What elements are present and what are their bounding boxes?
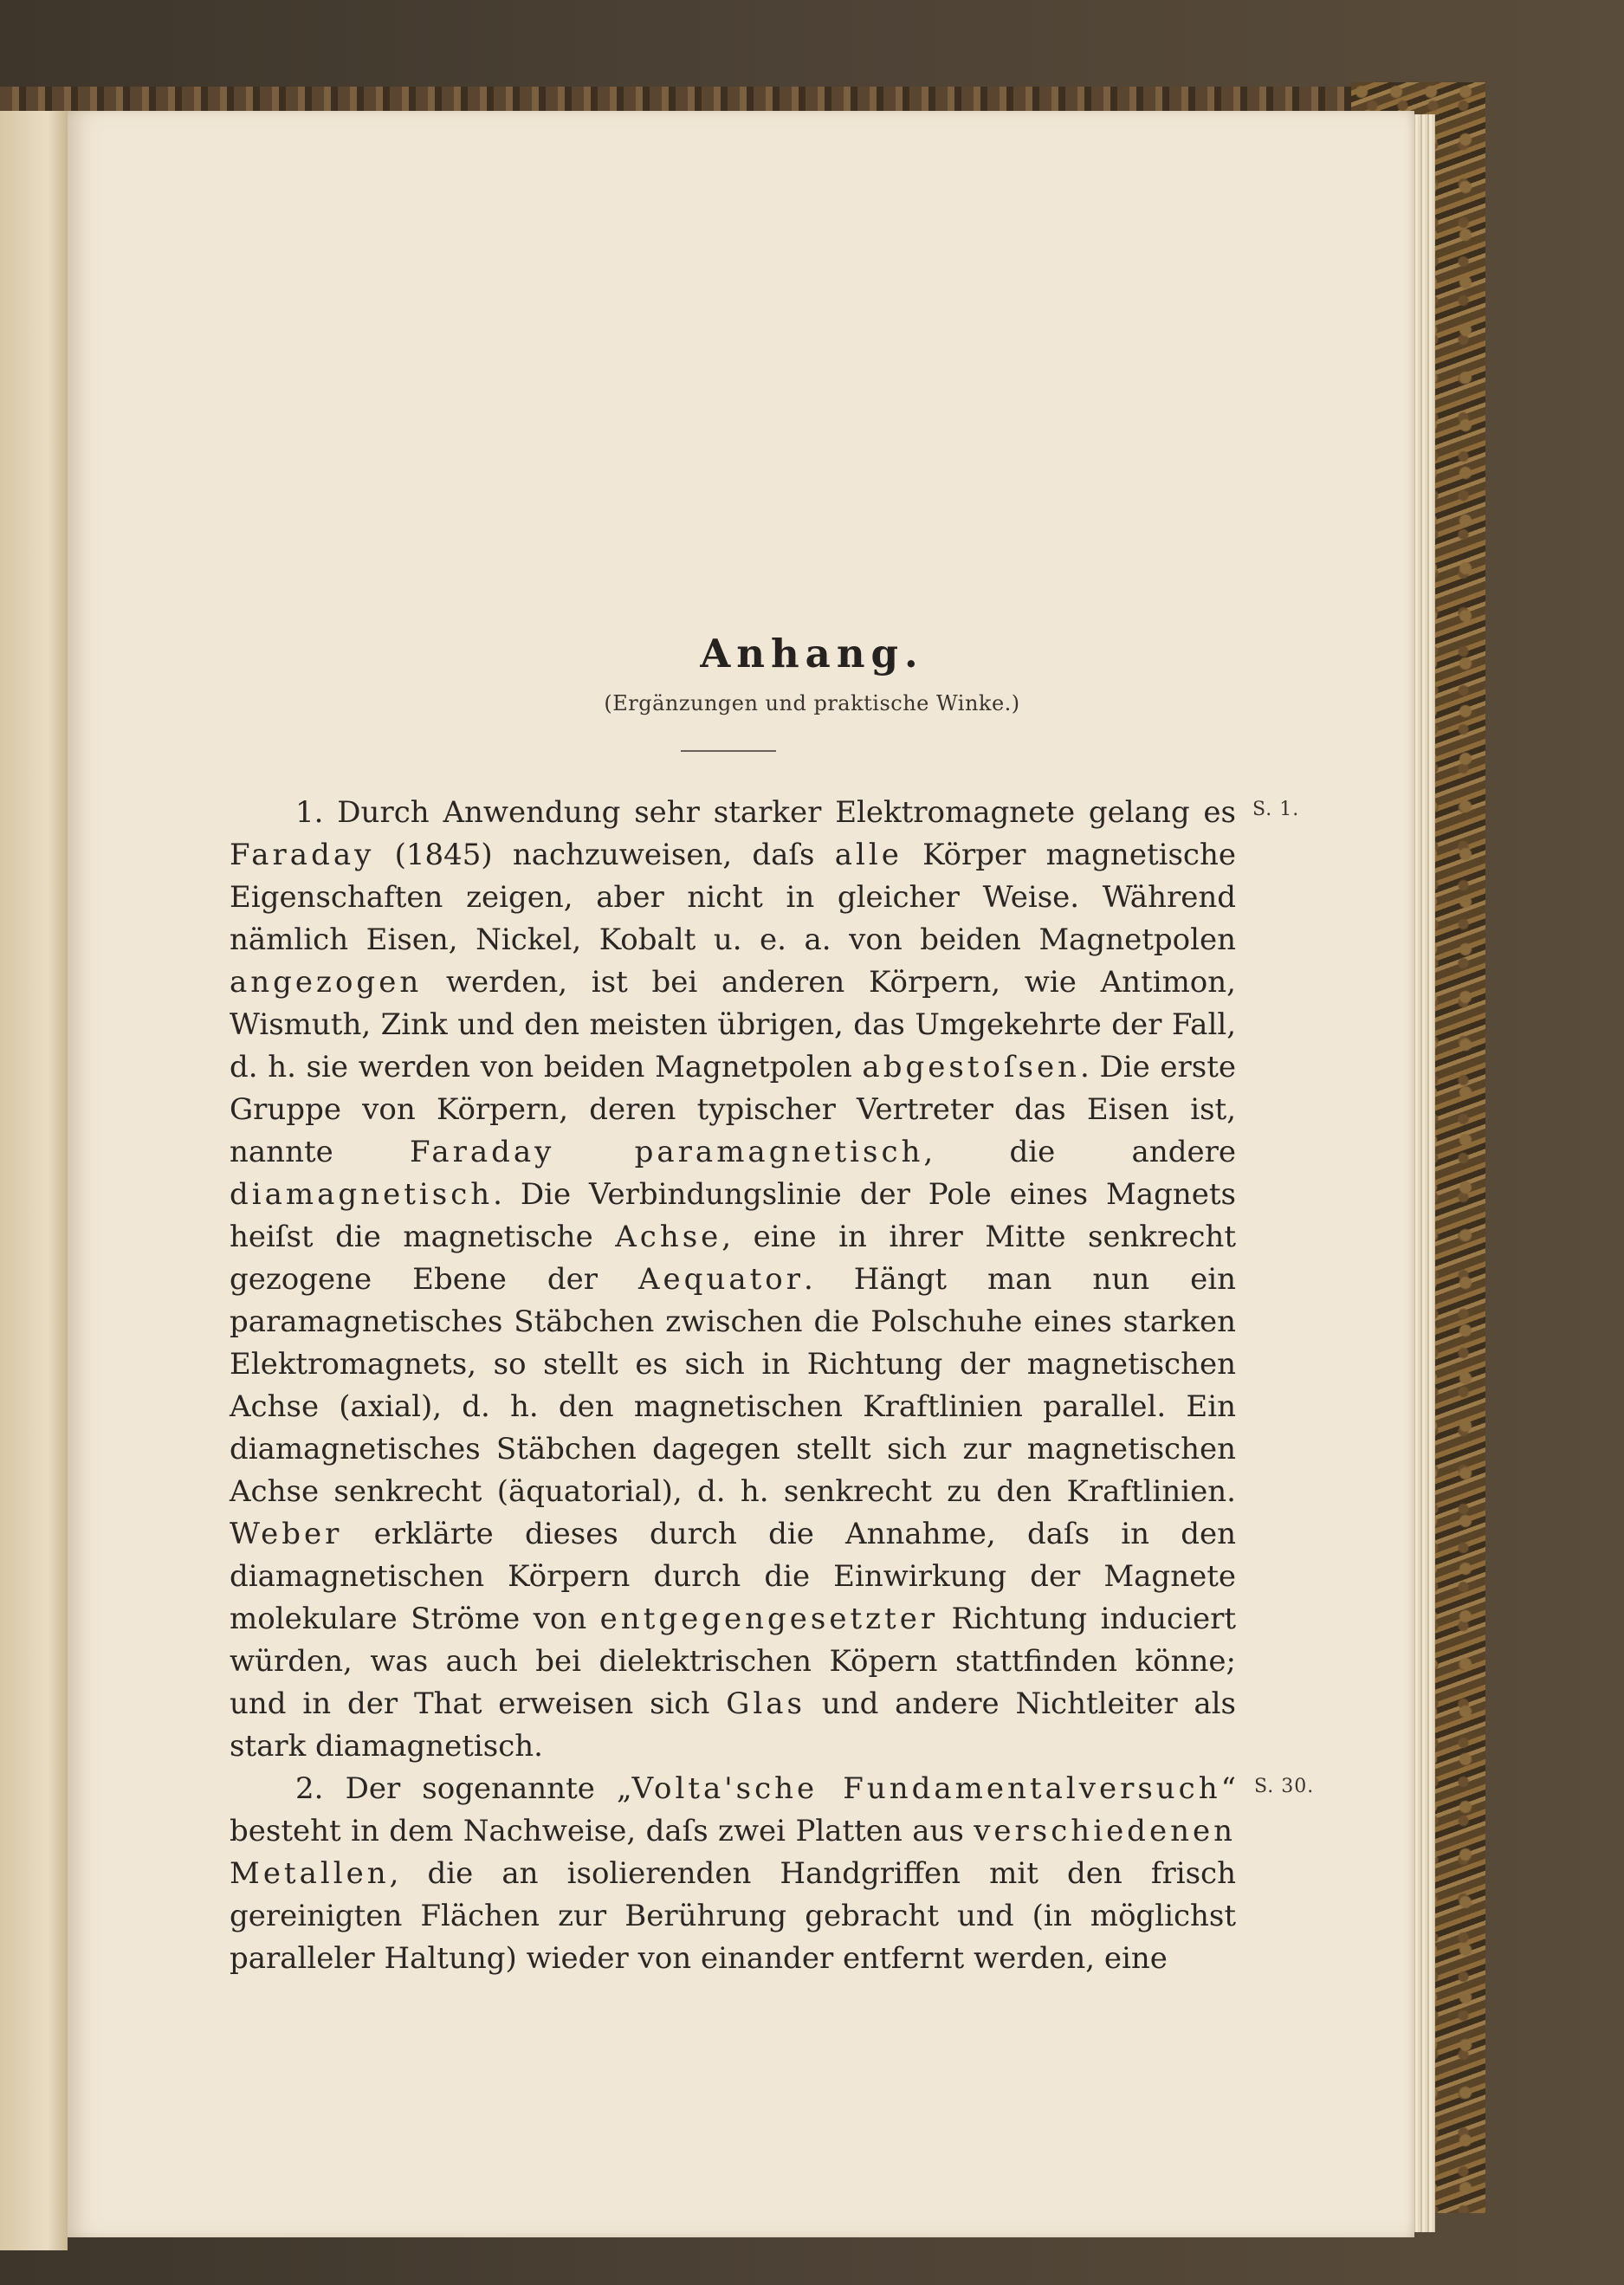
emphasis-run: abgestoſsen <box>862 1050 1080 1084</box>
text-run: erklärte dieses durch die Annahme, daſs in den diamagnetischen Körpern durch die Einwirkung der Magnete molekulare Ströme von <box>230 1517 1236 1636</box>
margin-note-ref-2: S. 30. <box>1254 1776 1315 1797</box>
margin-note-ref-1: S. 1. <box>1252 799 1300 820</box>
text-run: Richtung induciert würden, was auch bei dielektrischen Köpern stattfinden könne; und in der That erweisen sich <box>230 1602 1237 1721</box>
text-run: werden, ist bei anderen Körpern, wie Antimon, Wismuth, Zink und den meisten übrigen, das Umgekehrte der Fall, d. h. sie werden von beiden Magnetpolen <box>230 965 1236 1084</box>
left-page-edge <box>0 111 68 2250</box>
text-run: Der sogenannte „ <box>345 1771 632 1806</box>
book-top-edge <box>0 87 1472 113</box>
text-run: , die an isolierenden Handgriffen mit den frisch gereinigten Flächen zur Berührung gebracht und (in möglichst paralleler Haltung) wieder von einander entfernt werden, eine <box>230 1856 1236 1976</box>
paragraph-1 <box>230 792 1236 1768</box>
text-run: Durch Anwendung sehr starker Elektromagnete gelang es <box>337 795 1236 830</box>
emphasis-run: verschiedenen Metallen <box>230 1814 1236 1891</box>
paragraph-number: 2. <box>295 1771 324 1806</box>
emphasis-run: Aequator <box>638 1262 804 1297</box>
text-run: und andere Nichtleiter als stark diamagnetisch. <box>230 1686 1236 1764</box>
paragraph-2 <box>230 1768 1236 1980</box>
emphasis-run: Volta'sche Fundamentalversuch <box>631 1771 1221 1806</box>
paragraph-number: 1. <box>295 795 324 830</box>
emphasis-run: entgegengesetzter <box>599 1602 939 1636</box>
emphasis-run: Glas <box>726 1686 806 1721</box>
text-run: . Die erste Gruppe von Körpern, deren typischer Vertreter das Eisen ist, nannte <box>230 1050 1236 1169</box>
page-subtitle: (Ergänzungen und praktische Winke.) <box>604 691 1020 715</box>
emphasis-run: angezogen <box>230 965 423 1000</box>
text-run: . Die Verbindungslinie der Pole eines Magnets heiſst die magnetische <box>230 1177 1236 1254</box>
emphasis-run: Achse <box>615 1220 722 1254</box>
text-run: , die andere <box>923 1135 1236 1169</box>
emphasis-run: Weber <box>230 1517 343 1551</box>
body-text <box>230 792 1236 1980</box>
emphasis-run: Faraday paramagnetisch <box>410 1135 924 1169</box>
text-run: Körper magnetische Eigenschaften zeigen, aber nicht in gleicher Weise. Während nämlich Eisen, Nickel, Kobalt u. e. a. von beiden Magnetpolen <box>230 838 1236 957</box>
page-title: Anhang. <box>700 631 924 676</box>
text-run: “ besteht in dem Nachweise, daſs zwei Platten aus <box>230 1771 1236 1848</box>
text-run: (1845) nachzuweisen, daſs <box>374 838 835 872</box>
text-run: , eine in ihrer Mitte senkrecht gezogene Ebene der <box>230 1220 1236 1297</box>
emphasis-run: alle <box>834 838 903 872</box>
title-divider <box>681 750 776 752</box>
emphasis-run: diamagnetisch <box>230 1177 494 1212</box>
emphasis-run: Faraday <box>230 838 375 872</box>
text-run: . Hängt man nun ein paramagnetisches Stäbchen zwischen die Polschuhe eines starken Elektromagnets, so stellt es sich in Richtung der magnetischen Achse (axial), d. h. den magnetischen Kraftlinien parallel. Ein diamagnetisches Stäbchen dagegen stellt sich zur magnetischen Achse senkrecht (äquatorial), d. h. senkrecht zu den Kraftlinien. <box>230 1262 1236 1509</box>
